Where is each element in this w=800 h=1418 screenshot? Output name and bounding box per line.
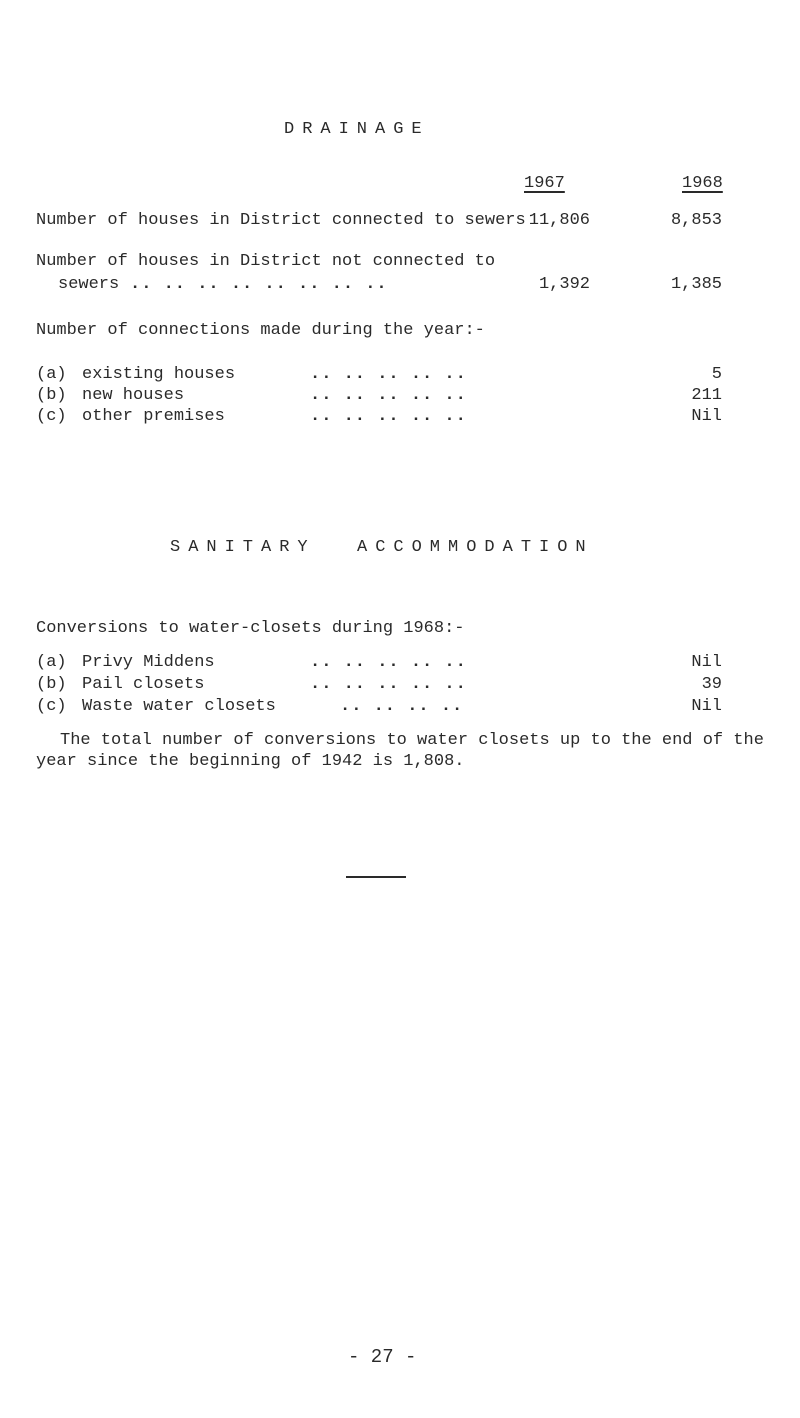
- conversion-letter-b: (b): [36, 675, 67, 694]
- connection-value-other: Nil: [691, 407, 722, 426]
- not-connected-leader-dots: .. .. .. .. .. .. .. ..: [130, 275, 388, 294]
- not-connected-houses-label-line2: sewers: [58, 275, 120, 294]
- connection-label-existing: existing houses: [82, 365, 236, 384]
- section-divider: [346, 876, 406, 878]
- conversion-dots-a: .. .. .. .. ..: [310, 653, 467, 672]
- conversions-heading: Conversions to water-closets during 1968:-: [36, 619, 465, 638]
- connections-heading: Number of connections made during the year:-: [36, 321, 485, 340]
- sanitary-title-word1: SANITARY: [170, 538, 316, 557]
- conversion-label-privy: Privy Middens: [82, 653, 215, 672]
- connected-houses-1967: 11,806: [528, 211, 590, 230]
- connection-label-other: other premises: [82, 407, 225, 426]
- connection-dots-a: .. .. .. .. ..: [310, 365, 467, 384]
- conversion-letter-a: (a): [36, 653, 67, 672]
- not-connected-houses-label-line1: Number of houses in District not connected to: [36, 252, 496, 271]
- connection-value-new: 211: [691, 386, 722, 405]
- conversion-value-pail: 39: [701, 675, 722, 694]
- conversion-letter-c: (c): [36, 697, 67, 716]
- connected-houses-1968: 8,853: [670, 211, 722, 230]
- conversion-value-waste: Nil: [691, 697, 722, 716]
- page-number: - 27 -: [348, 1346, 417, 1368]
- connection-dots-b: .. .. .. .. ..: [310, 386, 467, 405]
- connection-value-existing: 5: [711, 365, 722, 384]
- not-connected-houses-1967: 1,392: [538, 275, 590, 294]
- connection-letter-c: (c): [36, 407, 67, 426]
- year-1968-header: 1968: [682, 174, 723, 193]
- conversion-label-pail: Pail closets: [82, 675, 205, 694]
- drainage-title: DRAINAGE: [284, 120, 430, 139]
- sanitary-title-word2: ACCOMMODATION: [357, 538, 594, 557]
- conversion-value-privy: Nil: [691, 653, 722, 672]
- connection-label-new: new houses: [82, 386, 185, 405]
- not-connected-houses-1968: 1,385: [670, 275, 722, 294]
- conversion-dots-c: .. .. .. ..: [340, 697, 464, 716]
- connection-letter-b: (b): [36, 386, 67, 405]
- summary-line2: year since the beginning of 1942 is 1,808.: [36, 752, 465, 771]
- connected-houses-label: Number of houses in District connected to sewers: [36, 211, 526, 230]
- year-1967-header: 1967: [524, 174, 565, 193]
- connection-letter-a: (a): [36, 365, 67, 384]
- conversion-dots-b: .. .. .. .. ..: [310, 675, 467, 694]
- connection-dots-c: .. .. .. .. ..: [310, 407, 467, 426]
- summary-line1: The total number of conversions to water closets up to the end of the: [60, 731, 764, 750]
- conversion-label-waste: Waste water closets: [82, 697, 276, 716]
